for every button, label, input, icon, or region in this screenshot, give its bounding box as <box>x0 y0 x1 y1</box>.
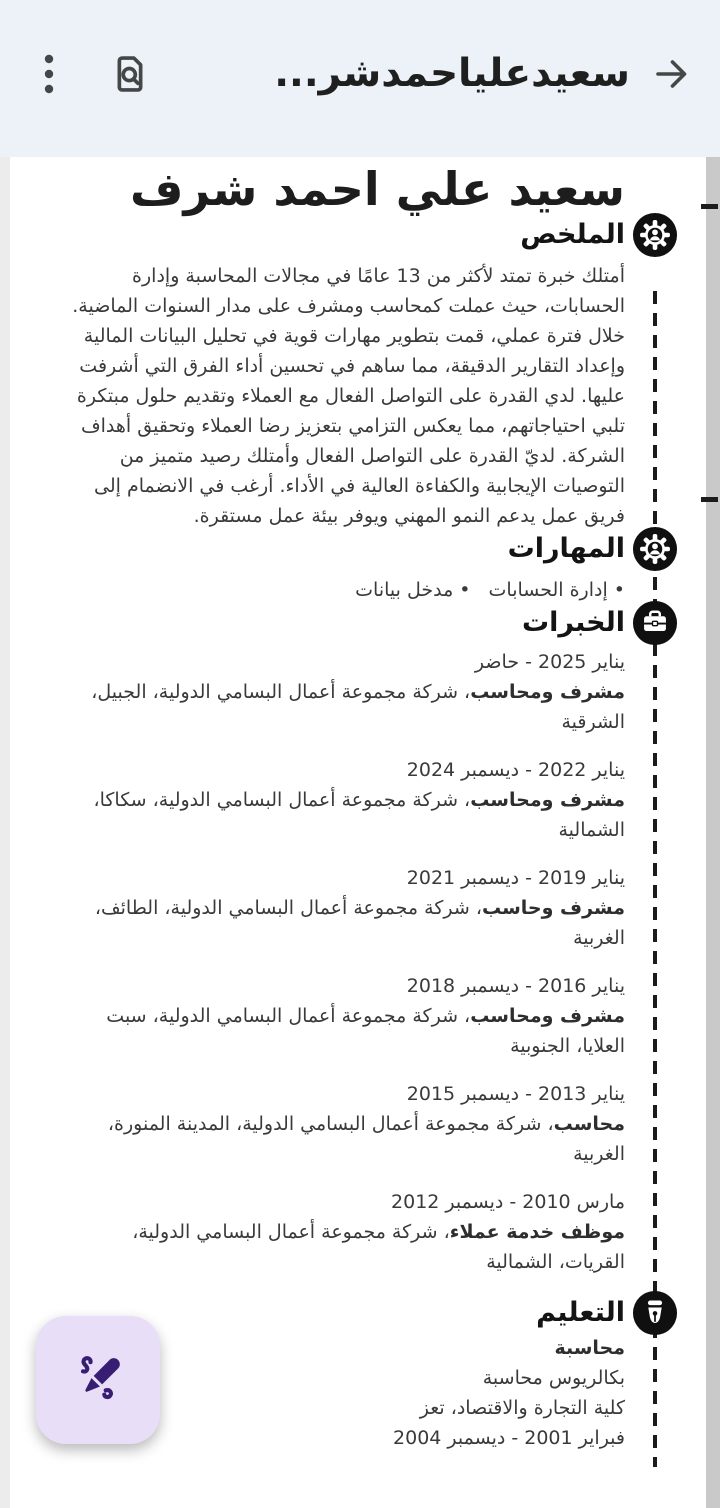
page-right-gutter <box>706 157 720 1508</box>
section-title-text: المهارات <box>507 533 625 564</box>
experience-entry <box>70 647 625 737</box>
app-bar <box>0 0 720 157</box>
education-school: كلية التجارة والاقتصاد، تعز <box>419 1397 625 1419</box>
briefcase-icon <box>632 600 678 646</box>
experience-role: موظف خدمة عملاء <box>449 1221 625 1243</box>
experience-role: مشرف ومحاسب <box>470 681 625 703</box>
arrow-right-back-icon <box>650 52 694 96</box>
experience-role: مشرف ومحاسب <box>470 789 625 811</box>
find-in-document-button[interactable] <box>108 52 152 96</box>
experience-description <box>93 789 625 841</box>
education-degree: محاسبة <box>554 1337 625 1359</box>
education-program: بكالريوس محاسبة <box>482 1367 625 1389</box>
experience-details: ، شركة مجموعة أعمال البسامي الدولية، سبت العلايا، الجنوبية <box>106 1005 625 1057</box>
skill-list <box>70 575 625 605</box>
experience-entry <box>70 971 625 1061</box>
experience-details: ، شركة مجموعة أعمال البسامي الدولية، المدينة المنورة، الغربية <box>107 1113 625 1165</box>
experience-details: ، شركة مجموعة أعمال البسامي الدولية، القريات، الشمالية <box>132 1221 625 1273</box>
page-edge-mark <box>701 497 718 502</box>
section-title-summary <box>70 217 625 253</box>
section-title-skills <box>70 531 625 567</box>
experience-entry <box>70 863 625 953</box>
experience-date: يناير 2019 - ديسمبر 2021 <box>406 867 625 889</box>
back-button[interactable] <box>650 52 694 96</box>
page-edge-mark <box>701 204 718 209</box>
experience-description <box>132 1221 625 1273</box>
experience-description <box>91 681 625 733</box>
experience-date: مارس 2010 - ديسمبر 2012 <box>391 1191 625 1213</box>
section-title-experience <box>70 605 625 641</box>
summary-paragraph: أمتلك خبرة تمتد لأكثر من 13 عامًا في مجالات المحاسبة وإدارة الحسابات، حيث عملت كمحاسب ومشرف على مدار السنوات الماضية. خلال فترة عملي، قمت بتطوير مهارات قوية في تحليل البيانات المالية وإعداد التقارير الدقيقة، مما ساهم في تحسين أداء الفرق التي أشرفت عليها. لدي القدرة على التواصل الفعال مع العملاء وتقديم حلول مبتكرة تلبي احتياجاتهم، مما يعكس التزامي بتعزيز رضا العملاء وتحقيق أهداف الشركة. لديّ القدرة على التواصل الفعال وأمتلك رصيد متميز من التوصيات الإيجابية والكفاءة العالية في الأداء. أرغب في الانضمام إلى فريق عمل يدعم النمو المهني ويوفر بيئة عمل مستقرة. <box>72 265 625 527</box>
experience-entry <box>70 755 625 845</box>
gear-person-icon <box>632 212 678 258</box>
three-dot-menu-icon <box>42 49 56 99</box>
document-page <box>10 157 706 1508</box>
experience-details: ، شركة مجموعة أعمال البسامي الدولية، الجبيل، الشرقية <box>91 681 625 733</box>
resume-content <box>10 157 706 1483</box>
section-title-text: التعليم <box>536 1297 625 1328</box>
document-search-icon <box>108 52 152 96</box>
app-bar-title: سعيدعلياحمدشر... <box>274 51 630 96</box>
skill-item: • إدارة الحسابات <box>489 575 625 605</box>
experience-date: يناير 2013 - ديسمبر 2015 <box>406 1083 625 1105</box>
experience-description <box>95 897 625 949</box>
pen-nib-icon <box>632 1290 678 1336</box>
experience-description <box>108 1113 625 1165</box>
resume-name: سعيد علي احمد شرف <box>130 162 625 216</box>
stylus-note-icon <box>69 1351 127 1409</box>
experience-details: ، شركة مجموعة أعمال البسامي الدولية، الطائف، الغربية <box>94 897 625 949</box>
experience-date: يناير 2025 - حاضر <box>474 651 625 673</box>
section-title-education <box>70 1295 625 1331</box>
overflow-menu-button[interactable] <box>42 49 56 99</box>
experience-role: مشرف وحاسب <box>481 897 625 919</box>
page-left-gutter <box>0 157 10 1508</box>
experience-description <box>106 1005 625 1057</box>
section-title-text: الملخص <box>520 219 625 250</box>
experience-entry <box>70 1079 625 1169</box>
gear-person-icon <box>632 526 678 572</box>
skill-item: • مدخل بيانات <box>355 575 470 605</box>
experience-entry <box>70 1187 625 1277</box>
annotate-fab[interactable] <box>36 1316 160 1444</box>
section-title-text: الخبرات <box>521 607 625 638</box>
experience-entries <box>70 647 625 1277</box>
experience-details: ، شركة مجموعة أعمال البسامي الدولية، سكاكا، الشمالية <box>93 789 625 841</box>
experience-date: يناير 2016 - ديسمبر 2018 <box>406 975 625 997</box>
experience-date: يناير 2022 - ديسمبر 2024 <box>406 759 625 781</box>
experience-role: محاسب <box>553 1113 625 1135</box>
education-dates: فبراير 2001 - ديسمبر 2004 <box>393 1427 625 1449</box>
experience-role: مشرف ومحاسب <box>470 1005 625 1027</box>
